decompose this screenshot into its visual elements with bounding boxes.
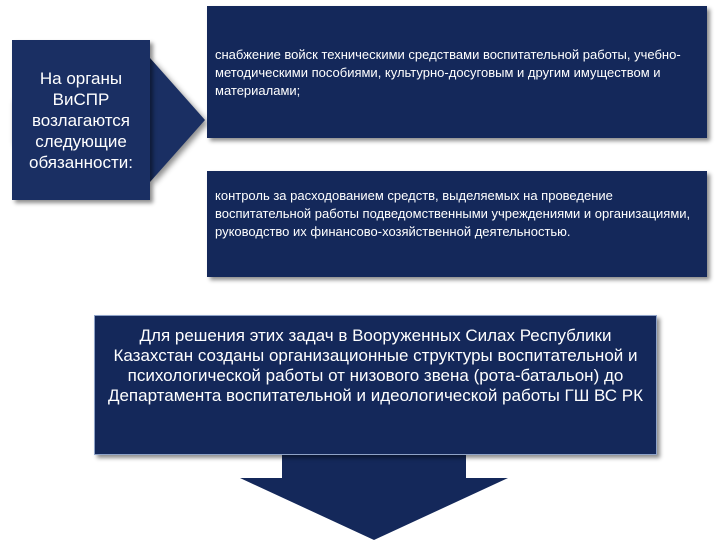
duty-supply-text: снабжение войск техническими средствами воспитательной работы, учебно-методическими пособиями, культурно-досуговым и другим имуществом и материалами; — [215, 47, 681, 98]
structures-box — [94, 315, 657, 455]
duty-control-text: контроль за расходованием средств, выделяемых на проведение воспитательной работы подведомственными учреждениями и организациями, руководство их финансово-хозяйственной деятельностью. — [215, 188, 691, 239]
duty-box-control — [207, 171, 707, 277]
duty-box-supply — [207, 6, 707, 138]
duties-intro-box — [12, 40, 150, 200]
structures-text: Для решения этих задач в Вооруженных Силах Республики Казахстан созданы организационные структуры воспитательной и психологической работы от низового звена (рота-батальон) до Департамента воспитательной и идеологической работы ГШ ВС РК — [107, 326, 644, 405]
down-arrow-icon — [240, 455, 508, 540]
duties-intro-text: На органы ВиСПР возлагаются следующие обязанности: — [28, 68, 133, 172]
